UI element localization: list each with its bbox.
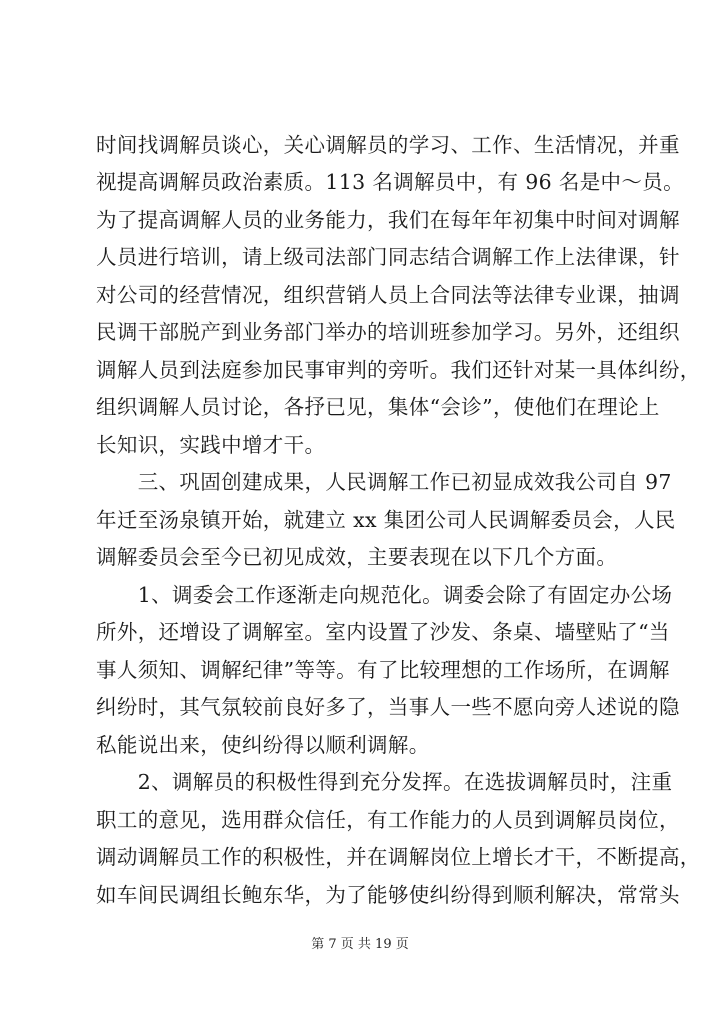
text-line-18: 2、调解员的积极性得到充分发挥。在选拔调解员时，注重 (96, 770, 673, 794)
text-line-7: 调解人员到法庭参加民事审判的旁听。我们还针对某一具体纠纷， (96, 358, 701, 382)
text-line-15: 事人须知、调解纪律”等等。有了比较理想的工作场所，在调解 (96, 658, 670, 682)
page-number-footer: 第 7 页 共 19 页 (311, 937, 409, 952)
text-line-20: 调动调解员工作的积极性，并在调解岗位上增长才干，不断提高， (96, 845, 701, 869)
text-line-9: 长知识，实践中增才干。 (96, 433, 326, 457)
text-line-5: 对公司的经营情况，组织营销人员上合同法等法律专业课，抽调 (96, 283, 680, 307)
text-line-10: 三、巩固创建成果，人民调解工作已初显成效我公司自 97 (96, 470, 672, 494)
text-line-21: 如车间民调组长鲍东华，为了能够使纠纷得到顺利解决，常常头 (96, 883, 680, 907)
text-line-16: 纠纷时，其气氛较前良好多了，当事人一些不愿向旁人述说的隐 (96, 695, 680, 719)
text-line-17: 私能说出来，使纠纷得以顺利调解。 (96, 733, 430, 757)
text-line-6: 民调干部脱产到业务部门举办的培训班参加学习。另外，还组织 (96, 320, 680, 344)
text-line-14: 所外，还增设了调解室。室内设置了沙发、条桌、墙壁贴了“当 (96, 620, 670, 644)
text-line-3: 为了提高调解人员的业务能力，我们在每年年初集中时间对调解 (96, 208, 680, 232)
text-line-8: 组织调解人员讨论，各抒已见，集体“会诊”，使他们在理论上 (96, 395, 660, 419)
text-line-19: 职工的意见，选用群众信任，有工作能力的人员到调解员岗位， (96, 808, 680, 832)
text-line-4: 人员进行培训，请上级司法部门同志结合调解工作上法律课，针 (96, 245, 680, 269)
text-line-2: 视提高调解员政治素质。113 名调解员中，有 96 名是中～员。 (96, 170, 684, 194)
text-line-1: 时间找调解员谈心，关心调解员的学习、工作、生活情况，并重 (96, 133, 680, 157)
text-line-12: 调解委员会至今已初见成效，主要表现在以下几个方面。 (96, 545, 618, 569)
text-line-13: 1、调委会工作逐渐走向规范化。调委会除了有固定办公场 (96, 583, 673, 607)
text-line-11: 年迁至汤泉镇开始，就建立 xx 集团公司人民调解委员会，人民 (96, 508, 676, 532)
